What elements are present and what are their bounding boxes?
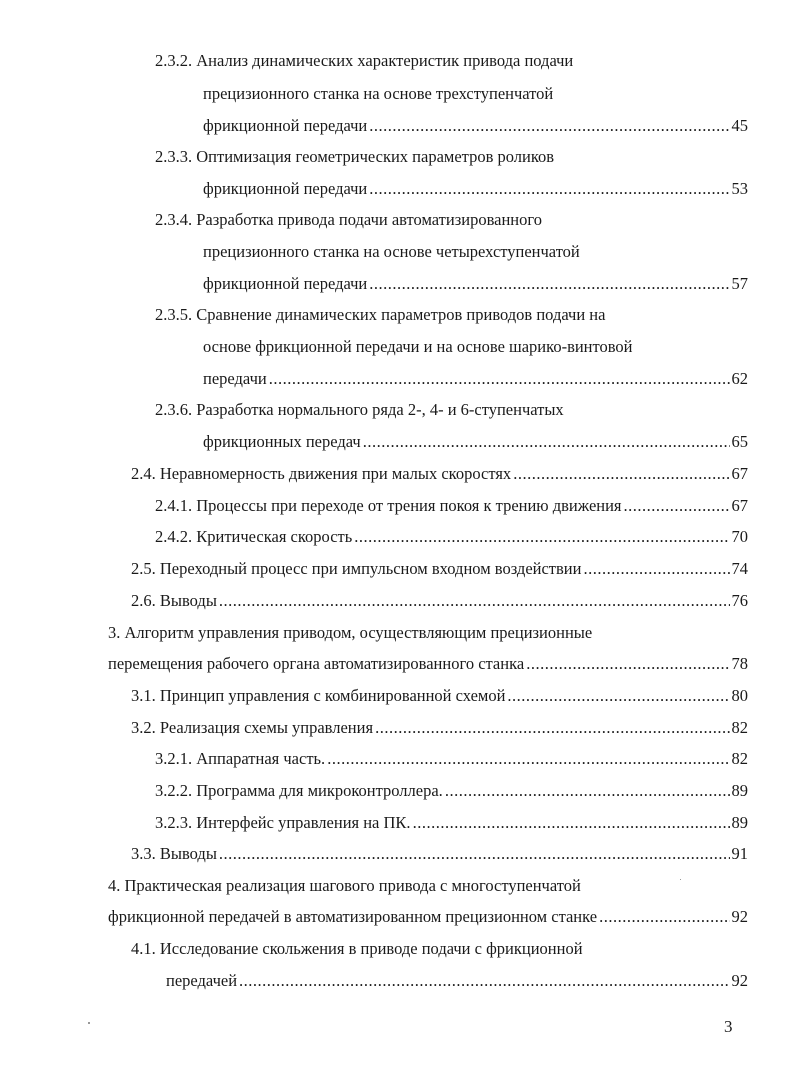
toc-page-number: 70 xyxy=(731,527,748,546)
toc-entry-4-1: 4.1. Исследование скольжения в приводе подачи с фрикционной xyxy=(131,939,583,958)
leader-dots xyxy=(369,272,729,296)
toc-entry-3-last: перемещения рабочего органа автоматизированного станка ..... 78 xyxy=(108,652,748,676)
toc-page-number: 76 xyxy=(731,591,748,610)
toc-entry-2-5: 2.5. Переходный процесс при импульсном входном воздействии ..... 74 xyxy=(131,557,748,581)
toc-page-number: 67 xyxy=(731,464,748,483)
leader-dots xyxy=(583,557,729,581)
toc-page-number: 89 xyxy=(731,813,748,832)
toc-page-number: 92 xyxy=(731,971,748,990)
leader-dots xyxy=(526,652,729,676)
leader-dots xyxy=(219,589,730,613)
toc-entry-2-3-2-cont: прецизионного станка на основе трехступенчатой xyxy=(203,84,554,103)
scan-speck xyxy=(88,1022,90,1024)
toc-entry-2-3-2: 2.3.2. Анализ динамических характеристик привода подачи xyxy=(155,51,574,70)
leader-dots xyxy=(513,462,729,486)
leader-dots xyxy=(375,716,729,740)
toc-page-number: 74 xyxy=(731,559,748,578)
toc-entry-3-2: 3.2. Реализация схемы управления ..... 82 xyxy=(131,716,748,740)
toc-entry-4-last: фрикционной передачей в автоматизированном прецизионном станке ..... 92 xyxy=(108,905,748,929)
toc-entry-2-6: 2.6. Выводы ..... 76 xyxy=(131,589,748,613)
leader-dots xyxy=(445,779,730,803)
toc-entry-4-1-last: передачей ..... 92 xyxy=(166,969,748,993)
leader-dots xyxy=(624,494,730,518)
toc-entry-2-4: 2.4. Неравномерность движения при малых скоростях ..... 67 xyxy=(131,462,748,486)
leader-dots xyxy=(239,969,729,993)
toc-entry-2-3-2-last: фрикционной передачи ..... 45 xyxy=(203,114,748,138)
toc-page-number: 80 xyxy=(731,686,748,705)
scan-speck xyxy=(680,879,681,880)
toc-entry-2-3-5-last: передачи ..... 62 xyxy=(203,367,748,391)
page-number: 3 xyxy=(724,1017,733,1036)
toc-page-number: 57 xyxy=(731,274,748,293)
toc-page-number: 65 xyxy=(731,432,748,451)
toc-entry-2-3-5: 2.3.5. Сравнение динамических параметров приводов подачи на xyxy=(155,305,606,324)
toc-entry-3-3: 3.3. Выводы ..... 91 xyxy=(131,842,748,866)
toc-entry-2-3-3-last: фрикционной передачи ..... 53 xyxy=(203,177,748,201)
leader-dots xyxy=(369,177,729,201)
toc-entry-2-4-1: 2.4.1. Процессы при переходе от трения покоя к трению движения ..... 67 xyxy=(155,494,748,518)
toc-entry-4: 4. Практическая реализация шагового привода с многоступенчатой xyxy=(108,876,581,895)
toc-entry-3-2-3: 3.2.3. Интерфейс управления на ПК. ..... 89 xyxy=(155,811,748,835)
leader-dots xyxy=(269,367,730,391)
toc-page-number: 62 xyxy=(731,369,748,388)
toc-page-number: 53 xyxy=(731,179,748,198)
toc-entry-2-4-2: 2.4.2. Критическая скорость ..... 70 xyxy=(155,525,748,549)
toc-page-number: 82 xyxy=(731,749,748,768)
toc-page-number: 91 xyxy=(731,844,748,863)
toc-page-number: 89 xyxy=(731,781,748,800)
toc-entry-3-2-2: 3.2.2. Программа для микроконтроллера. ..... 89 xyxy=(155,779,748,803)
leader-dots xyxy=(327,747,729,771)
toc-page-number: 92 xyxy=(731,907,748,926)
leader-dots xyxy=(507,684,729,708)
leader-dots xyxy=(599,905,729,929)
leader-dots xyxy=(363,430,730,454)
leader-dots xyxy=(369,114,729,138)
toc-page-number: 82 xyxy=(731,718,748,737)
leader-dots xyxy=(219,842,730,866)
toc-entry-2-3-4: 2.3.4. Разработка привода подачи автоматизированного xyxy=(155,210,542,229)
toc-entry-2-3-6: 2.3.6. Разработка нормального ряда 2-, 4- и 6-ступенчатых xyxy=(155,400,564,419)
toc-page-number: 45 xyxy=(731,116,748,135)
toc-entry-2-3-4-cont: прецизионного станка на основе четырехступенчатой xyxy=(203,242,580,261)
toc-entry-3: 3. Алгоритм управления приводом, осуществляющим прецизионные xyxy=(108,623,593,642)
toc-entry-2-3-3: 2.3.3. Оптимизация геометрических параметров роликов xyxy=(155,147,555,166)
toc-entry-3-1: 3.1. Принцип управления с комбинированной схемой ..... 80 xyxy=(131,684,748,708)
leader-dots xyxy=(354,525,729,549)
toc-page-number: 78 xyxy=(731,654,748,673)
toc-entry-2-3-5-cont: основе фрикционной передачи и на основе шарико-винтовой xyxy=(203,337,633,356)
toc-entry-2-3-6-last: фрикционных передач ..... 65 xyxy=(203,430,748,454)
toc-entry-2-3-4-last: фрикционной передачи ..... 57 xyxy=(203,272,748,296)
toc-page-number: 67 xyxy=(731,496,748,515)
leader-dots xyxy=(413,811,730,835)
toc-entry-3-2-1: 3.2.1. Аппаратная часть. ..... 82 xyxy=(155,747,748,771)
